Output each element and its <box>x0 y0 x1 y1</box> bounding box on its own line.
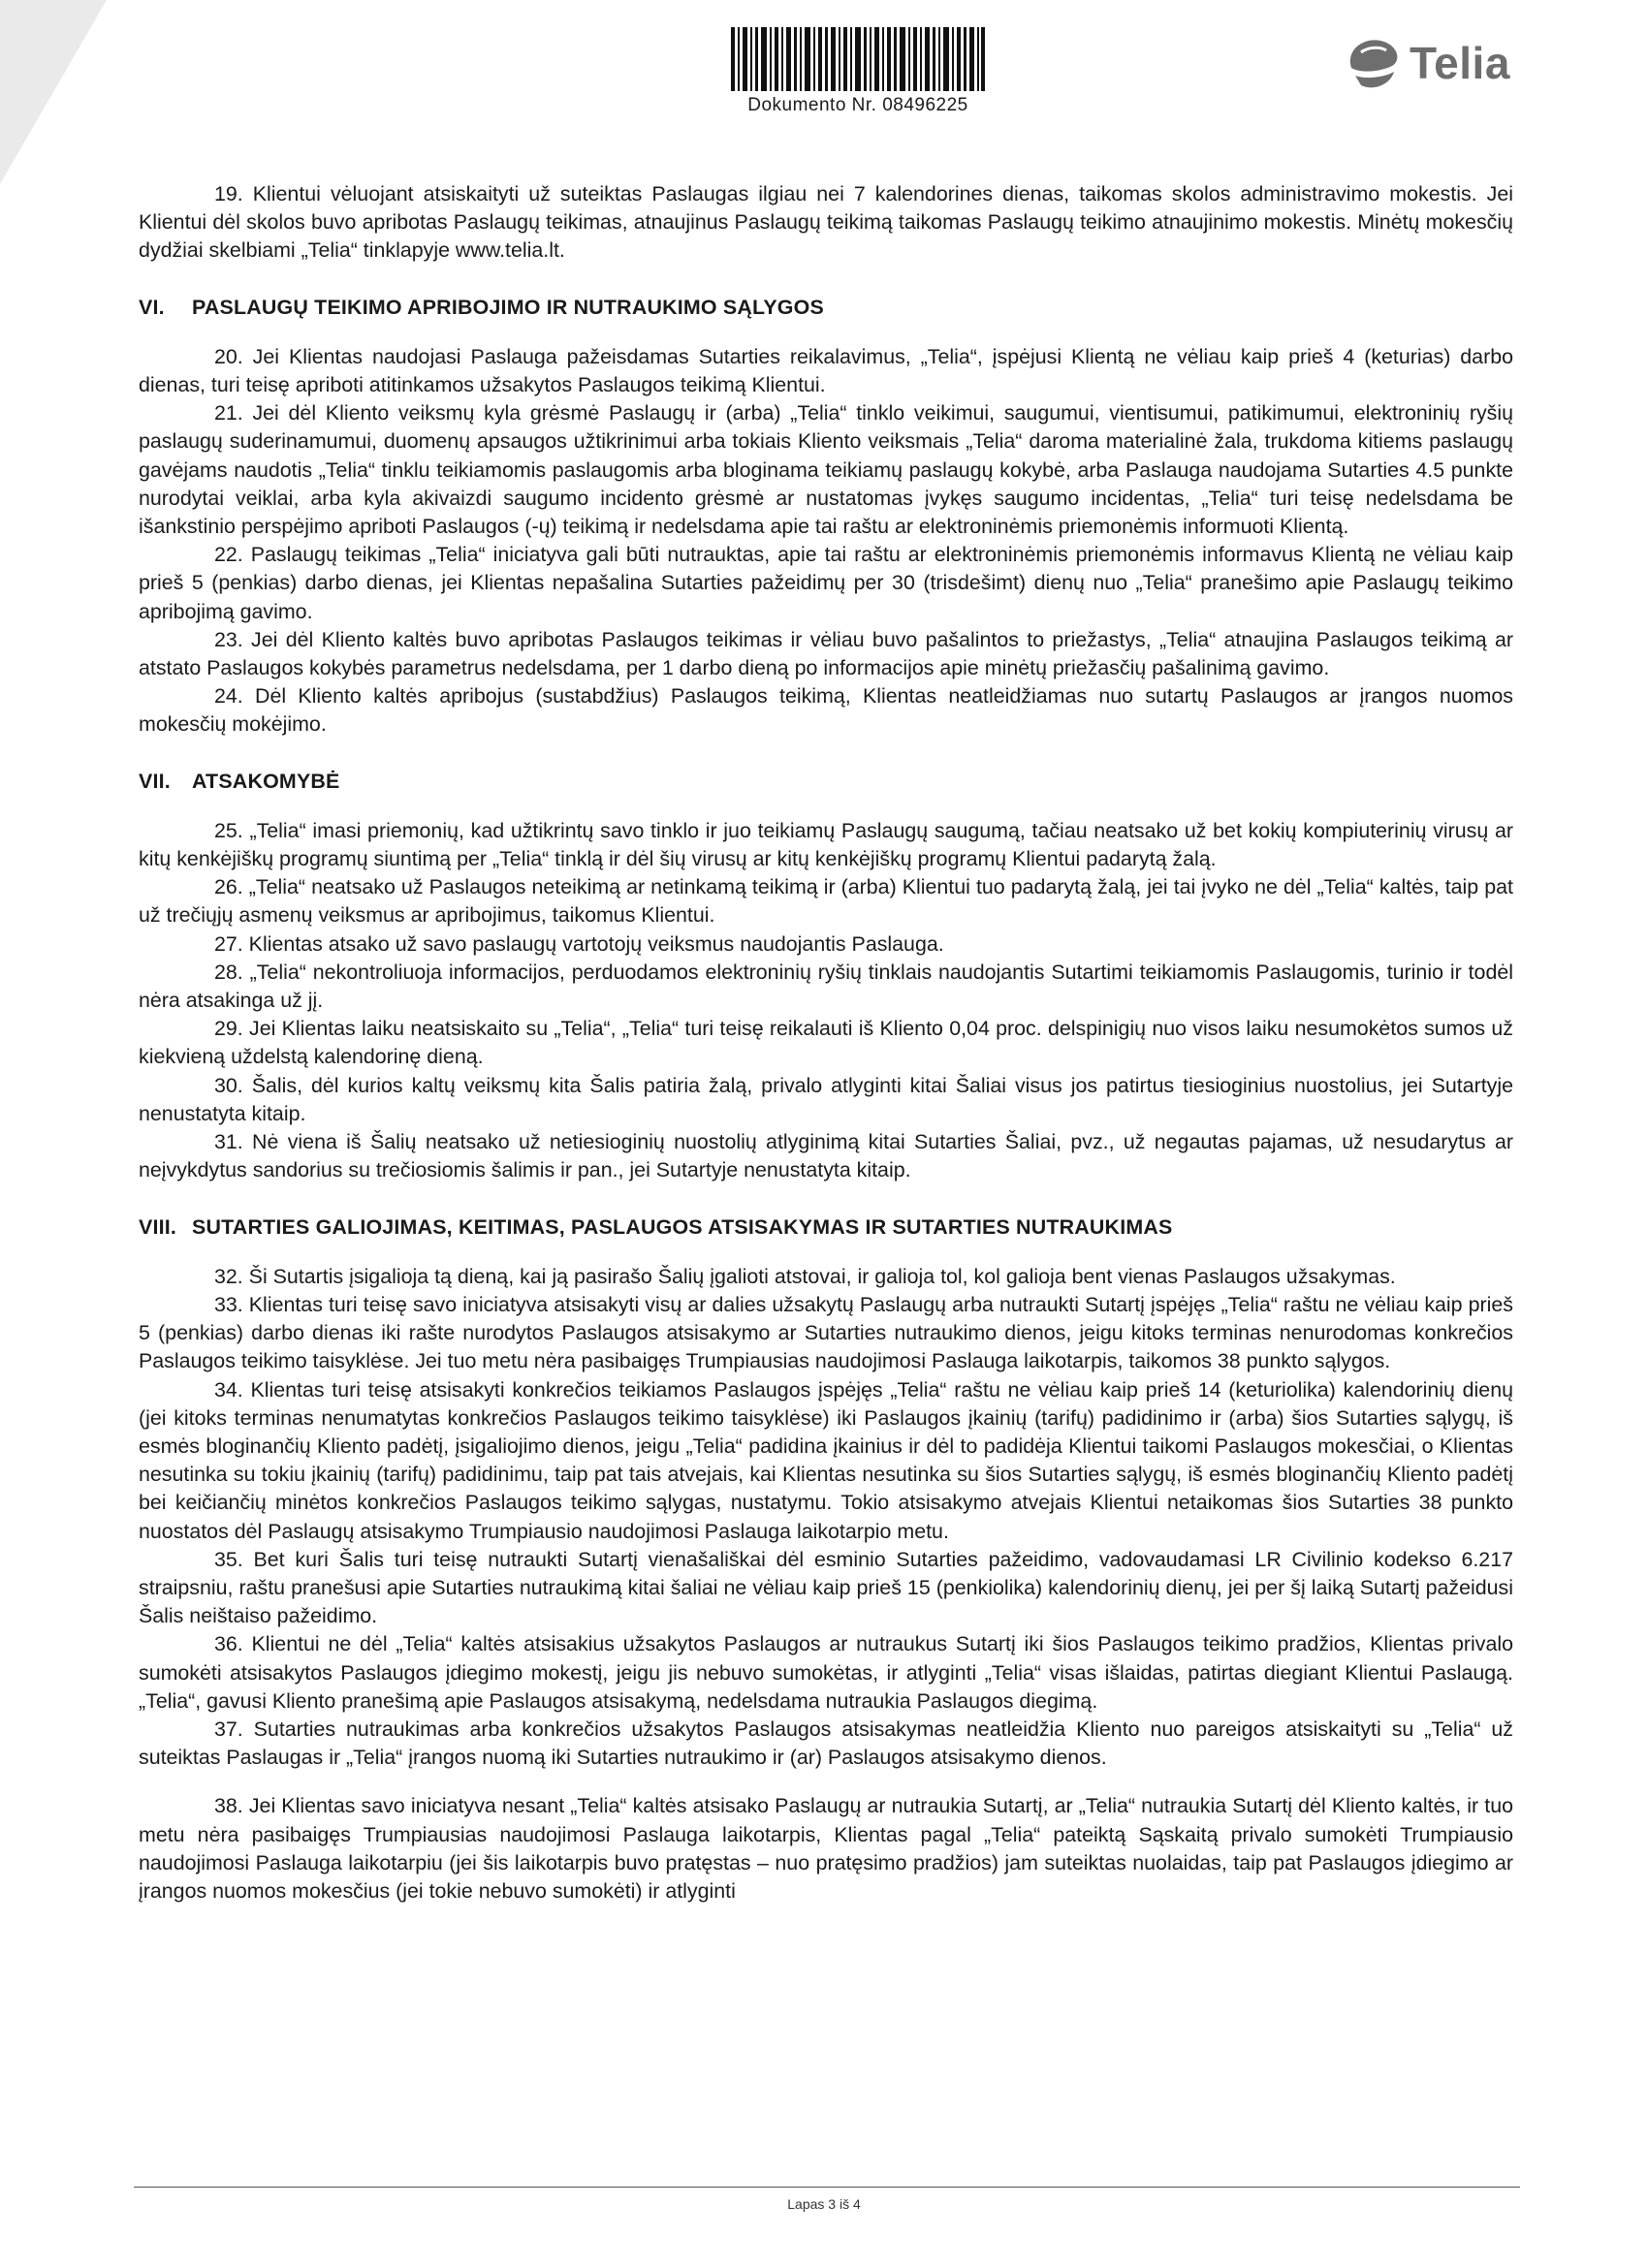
clause-32: 32. Ši Sutartis įsigalioja tą dieną, kai ją pasirašo Šalių įgalioti atstovai, ir galioja tol, kol galioja bent vienas Paslaugos užsakymas. <box>214 1264 1396 1288</box>
scanned-page-fold <box>0 0 107 184</box>
document-number: Dokumento Nr. 08496225 <box>747 95 968 115</box>
clause-36: 36. Klientui ne dėl „Telia“ kaltės atsisakius užsakytos Paslaugos ar nutraukus Sutartį iki šios Paslaugos teikimo pradžios, Klientas privalo sumokėti atsisakytos Paslaugos įdiegimo mokestį, jeigu jis nebuvo sumokėtas, ir atlyginti „Telia“ visas išlaidas, patirtas diegiant Klientui Paslaugą. „Telia“, gavusi Kliento pranešimą apie Paslaugos atsisakymą, nedelsdama nutraukia Paslaugos diegimą. <box>139 1632 1513 1713</box>
clause-34: 34. Klientas turi teisę atsisakyti konkrečios teikiamos Paslaugos įspėjęs „Telia“ raštu ne vėliau kaip prieš 14 (keturiolika) kalendorinių dienų (jei kitoks terminas nenumatytas konkrečios Paslaugos teikimo taisyklėse) iki Paslaugos įkainių (tarifų) padidinimo ir (arba) šios Sutarties sąlygų, iš esmės bloginančių Kliento padėtį, įsigaliojimo dienos, jeigu „Telia“ padidina įkainius ir dėl to padidėja Klientui taikomi Paslaugos mokesčiai, o Klientas nesutinka su tokiu įkainių (tarifų) padidinimu, taip pat tais atvejais, kai Klientas nesutinka su šios Sutarties sąlygų, iš esmės bloginančių Kliento padėtį bei keičiančių minėtos konkrečios Paslaugos teikimo sąlygas, nustatymu. Tokio atsisakymo atvejais Klientui netaikomas šios Sutarties 38 punkto nuostatos dėl Paslaugų atsisakymo Trumpiausio naudojimosi Paslauga laikotarpio metu. <box>139 1377 1513 1543</box>
clause-31: 31. Nė viena iš Šalių neatsako už netiesioginių nuostolių atlyginimą kitai Sutarties Šaliai, pvz., už negautas pajamas, už nesudarytus ar neįvykdytus sandorius su trečiosiomis šalimis ir pan., jei Sutartyje nenustatyta kitaip. <box>139 1130 1513 1182</box>
section-title: SUTARTIES GALIOJIMAS, KEITIMAS, PASLAUGOS ATSISAKYMAS IR SUTARTIES NUTRAUKIMAS <box>192 1214 1173 1239</box>
clause-27: 27. Klientas atsako už savo paslaugų vartotojų veiksmus naudojantis Paslauga. <box>214 931 944 956</box>
clause-28: 28. „Telia“ nekontroliuoja informacijos, perduodamos elektroninių ryšių tinklais naudojantis Sutartimi teikiamomis Paslaugomis, turinio ir todėl nėra atsakinga už jį. <box>139 960 1513 1013</box>
section-number: VII. <box>139 769 171 793</box>
clause-22: 22. Paslaugų teikimas „Telia“ iniciatyva gali būti nutrauktas, apie tai raštu ar elektroninėmis priemonėmis informavus Klientą ne vėliau kaip prieš 5 (penkias) darbo dienas, jei Klientas nepašalina Sutarties pažeidimų per 30 (trisdešimt) dienų nuo „Telia“ pranešimo apie Paslaugų teikimo apribojimą gavimo. <box>139 543 1513 623</box>
clause-29: 29. Jei Klientas laiku neatsiskaito su „Telia“, „Telia“ turi teisę reikalauti iš Kliento 0,04 proc. delspinigių nuo visos laiku nesumokėtos sumos už kiekvieną uždelstą kalendorinę dieną. <box>139 1017 1513 1069</box>
clause-35: 35. Bet kuri Šalis turi teisę nutraukti Sutartį vienašališkai dėl esminio Sutarties pažeidimo, vadovaudamasi LR Civilinio kodekso 6.217 straipsniu, raštu pranešusi apie Sutarties nutraukimą kitai šaliai ne vėliau kaip prieš 15 (penkiolika) kalendorinių dienų, jei per šį laiką Sutartį pažeidusi Šalis neištaiso pažeidimo. <box>139 1547 1513 1628</box>
clause-24: 24. Dėl Kliento kaltės apribojus (sustabdžius) Paslaugos teikimą, Klientas neatleidžiamas nuo sutartų Paslaugos ar įrangos nuomos mokesčių mokėjimo. <box>139 684 1513 737</box>
telia-pebble-icon <box>1342 31 1406 95</box>
section-heading-vi <box>139 294 1513 322</box>
page-number: Lapas 3 iš 4 <box>787 2196 861 2212</box>
section-number: VI. <box>139 295 165 319</box>
clause-26: 26. „Telia“ neatsako už Paslaugos neteikimą ar netinkamą teikimą ir (arba) Klientui tuo padarytą žalą, jei tai įvyko ne dėl „Telia“ kaltės, taip pat už trečiųjų asmenų veiksmus ar apribojimus, taikomus Klientui. <box>139 875 1513 928</box>
clause-38: 38. Jei Klientas savo iniciatyva nesant „Telia“ kaltės atsisako Paslaugų ar nutraukia Sutartį, ar „Telia“ nutraukia Sutartį dėl Kliento kaltės, ir tuo metu nėra pasibaigęs Trumpiausias naudojimosi Paslauga laikotarpis, Klientas pagal „Telia“ pateiktą Sąskaitą privalo sumokėti Trumpiausio naudojimosi Paslauga laikotarpiu (jei šis laikotarpis buvo pratęstas – nuo pratęsimo pradžios) jam suteiktas nuolaidas, taip pat Paslaugos įdiegimo ar įrangos nuomos mokesčius (jei tokie nebuvo sumokėti) ir atlyginti <box>139 1794 1513 1903</box>
telia-logo <box>1342 31 1510 95</box>
section-title: PASLAUGŲ TEIKIMO APRIBOJIMO IR NUTRAUKIMO SĄLYGOS <box>192 295 824 319</box>
clause-37: 37. Sutarties nutraukimas arba konkrečios užsakytos Paslaugos atsisakymas neatleidžia Kliento nuo pareigos atsiskaityti su „Telia“ už suteiktas Paslaugas ir „Telia“ įrangos nuomą iki Sutarties nutraukimo ir (ar) Paslaugos atsisakymo dienos. <box>139 1717 1513 1770</box>
document-barcode-block <box>722 27 994 116</box>
clause-25: 25. „Telia“ imasi priemonių, kad užtikrintų savo tinklo ir juo teikiamų Paslaugų saugumą, tačiau neatsako už bet kokių kompiuterinių virusų ar kitų kenkėjiškų programų siuntimą per „Telia“ tinklą ir dėl šių virusų ar kitų kenkėjiškų programų Klientui padarytą žalą. <box>139 818 1513 871</box>
clause-30: 30. Šalis, dėl kurios kaltų veiksmų kita Šalis patiria žalą, privalo atlyginti kitai Šaliai visus jos patirtus tiesioginius nuostolius, jei Sutartyje nenustatyta kitaip. <box>139 1073 1513 1125</box>
footer-divider <box>134 2187 1520 2188</box>
telia-wordmark: Telia <box>1410 38 1510 88</box>
document-body <box>139 180 1513 1906</box>
paragraph-gap <box>139 1772 1513 1792</box>
clause-33: 33. Klientas turi teisę savo iniciatyva atsisakyti visų ar dalies užsakytų Paslaugų arba nutraukti Sutartį įspėjęs „Telia“ raštu ne vėliau kaip prieš 5 (penkias) darbo dienas iki rašte nurodytos Paslaugos atsisakymo ar Sutarties nutraukimo dienos, jeigu kitoks terminas nenurodomas konkrečios Paslaugos teikimo taisyklėse. Jei tuo metu nėra pasibaigęs Trumpiausias naudojimosi Paslauga laikotarpis, taikomos 38 punkto sąlygos. <box>139 1292 1513 1373</box>
section-heading-viii <box>139 1213 1513 1242</box>
clause-21: 21. Jei dėl Kliento veiksmų kyla grėsmė Paslaugų ir (arba) „Telia“ tinklo veikimui, saugumui, vientisumui, patikimumui, elektroninių ryšių paslaugų suderinamumui, duomenų apsaugos užtikrinimui arba tokiais Kliento veiksmais „Telia“ daroma materialinė žala, trukdoma kitiems paslaugų gavėjams naudotis „Telia“ tinklu teikiamomis paslaugomis arba bloginama teikiamų paslaugų kokybė, arba Paslauga naudojama Sutarties 4.5 punkte nurodytai veiklai, arba kyla akivaizdi saugumo incidento grėsmė ar nustatomas įvykęs saugumo incidentas, „Telia“ turi teisę nedelsdama be išankstinio perspėjimo apriboti Paslaugos (-ų) teikimą ir nedelsdama apie tai raštu ar elektroninėmis priemonėmis informuoti Klientą. <box>139 401 1513 539</box>
barcode-icon <box>731 27 985 91</box>
section-heading-vii <box>139 768 1513 796</box>
clause-19: 19. Klientui vėluojant atsiskaityti už suteiktas Paslaugas ilgiau nei 7 kalendorines dienas, taikomas skolos administravimo mokestis. Jei Klientui dėl skolos buvo apribotas Paslaugų teikimas, atnaujinus Paslaugų teikimą taikomas Paslaugų teikimo atnaujinimo mokestis. Minėtų mokesčių dydžiai skelbiami „Telia“ tinklapyje www.telia.lt. <box>139 182 1513 263</box>
clause-23: 23. Jei dėl Kliento kaltės buvo apribotas Paslaugos teikimas ir vėliau buvo pašalintos to priežastys, „Telia“ atnaujina Paslaugos teikimą ar atstato Paslaugos kokybės parametrus nedelsdama, per 1 darbo dieną po informacijos apie minėtų priežasčių pašalinimą gavimo. <box>139 627 1513 680</box>
section-title: ATSAKOMYBĖ <box>192 769 340 793</box>
clause-20: 20. Jei Klientas naudojasi Paslauga pažeisdamas Sutarties reikalavimus, „Telia“, įspėjusi Klientą ne vėliau kaip prieš 4 (keturias) darbo dienas, turi teisę apriboti atitinkamos užsakytos Paslaugos teikimą Klientui. <box>139 344 1513 397</box>
section-number: VIII. <box>139 1214 177 1239</box>
